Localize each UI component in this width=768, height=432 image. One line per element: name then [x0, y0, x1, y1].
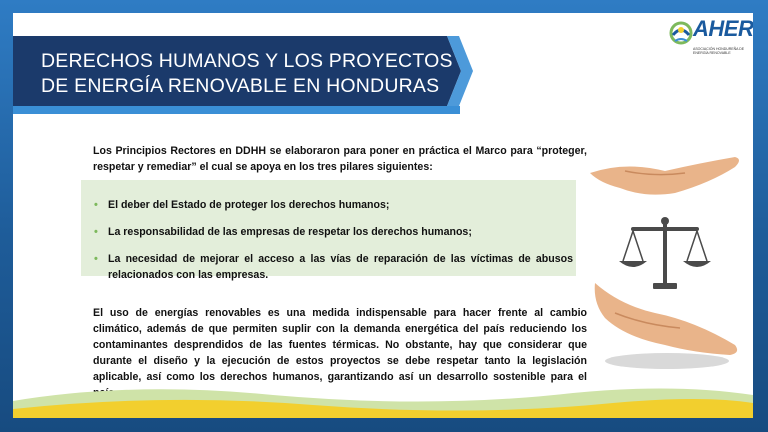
closing-paragraph: El uso de energías renovables es una medida indispensable para hacer frente al cambio climático, además de que permiten suplir con la demanda energética del país reduciendo los contaminantes desprendidos de las fuentes térmicas. No obstante, hay que considerar que durante el diseño y la ejecución de estos proyectos se debe respetar tanto la legislación aplicable, así como los derechos humanos, garantizando así un desarrollo sostenible para el: [93, 307, 587, 383]
pillar-text: La necesidad de mejorar el acceso a las vías de reparación de las víctimas de abusos relacionados con las empresas.: [108, 253, 573, 281]
title-banner: [13, 36, 475, 114]
bullet: •: [94, 226, 98, 238]
page-title: [41, 49, 461, 99]
logo-name: AHER: [693, 16, 753, 41]
bullet: •: [94, 253, 98, 265]
title-line-2: DE ENERGÍA RENOVABLE EN HONDURAS: [41, 75, 440, 97]
justice-scale-icon: [619, 217, 711, 289]
pillar-text: El deber del Estado de proteger los derechos humanos;: [108, 199, 390, 211]
aher-logo: [669, 16, 753, 59]
pillar-text: La responsabilidad de las empresas de respetar los derechos humanos;: [108, 226, 472, 238]
pillars-box: [81, 180, 576, 281]
bullet: •: [94, 199, 98, 211]
aher-logo-icon: [669, 21, 693, 47]
intro-paragraph: Los Principios Rectores en DDHH se elaboraron para poner en práctica el Marco para “proteger, respetar y remediar” el cual se apoya en los tres pilares siguientes:: [93, 145, 587, 173]
pillar-item: [81, 251, 573, 283]
title-line-1: DERECHOS HUMANOS Y LOS PROYECTOS: [41, 50, 453, 72]
hands-scale-illustration: [585, 153, 745, 373]
slide: [13, 13, 753, 418]
logo-subtitle: ASOCIACIÓN HONDUREÑA DE ENERGÍA RENOVABLE: [693, 47, 745, 55]
decorative-waves: [13, 373, 753, 418]
pillar-item: [81, 224, 573, 240]
pillar-item: [81, 197, 573, 213]
